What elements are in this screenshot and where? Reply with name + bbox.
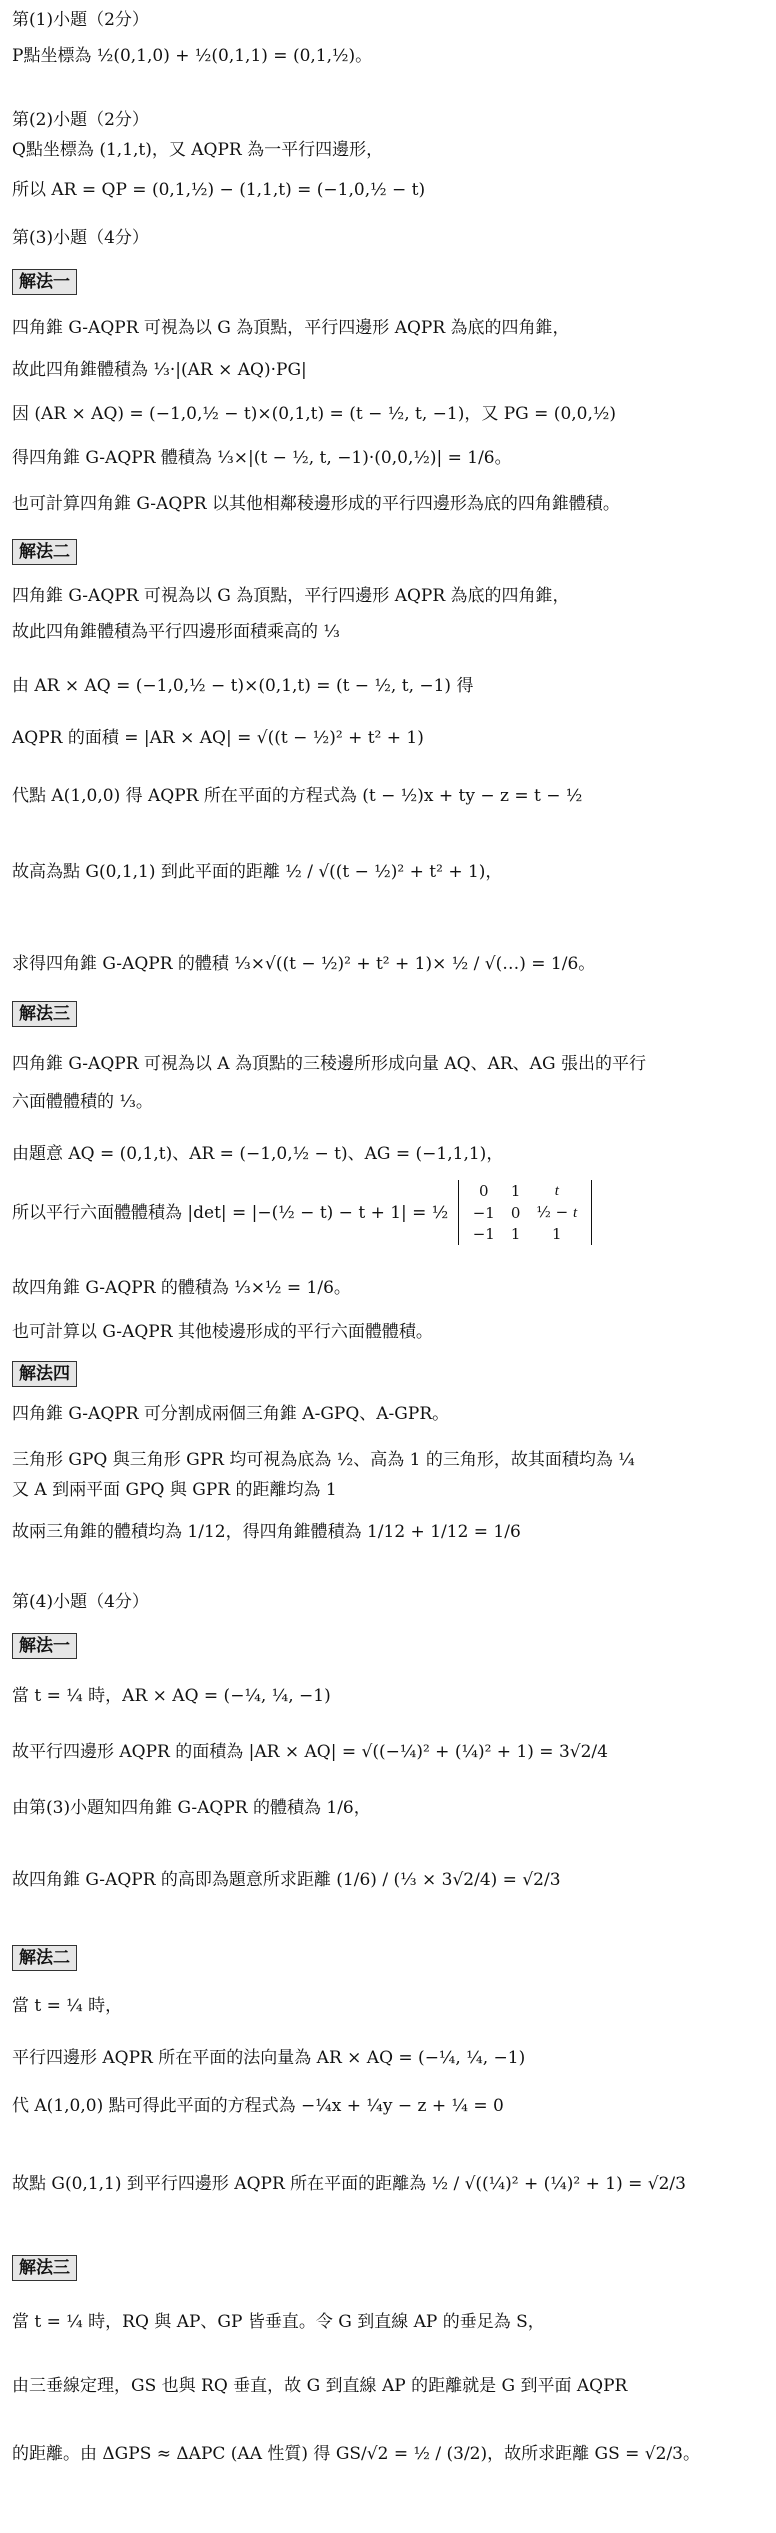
part3-method1-tag: 解法一 bbox=[12, 269, 77, 295]
part3-method3-line2: 六面體體積的 ⅓。 bbox=[12, 1092, 153, 1112]
part3-method4-line2: 三角形 GPQ 與三角形 GPR 均可視為底為 ½、高為 1 的三角形，故其面積均為 ¼ bbox=[12, 1450, 635, 1470]
part3-method1-line4: 得四角錐 G-AQPR 體積為 ⅓×|(t − ½, t, −1)·(0,0,½)| = 1/6。 bbox=[12, 448, 512, 468]
part3-method2-line2: 故此四角錐體積為平行四邊形面積乘高的 ⅓ bbox=[12, 622, 340, 642]
part3-method2-line1: 四角錐 G-AQPR 可視為以 G 為頂點，平行四邊形 AQPR 為底的四角錐， bbox=[12, 586, 570, 606]
part3-method4-tag: 解法四 bbox=[12, 1361, 77, 1387]
part4-method3-line1: 當 t = ¼ 時，RQ 與 AP、GP 皆垂直。令 G 到直線 AP 的垂足為 S， bbox=[12, 2312, 545, 2332]
part4-method3-tag: 解法三 bbox=[12, 2255, 77, 2281]
part3-method3-tag: 解法三 bbox=[12, 1001, 77, 1027]
part3-method4-line1: 四角錐 G-AQPR 可分割成兩個三角錐 A-GPQ、A-GPR。 bbox=[12, 1404, 450, 1424]
part1-header: 第(1)小題（2分） bbox=[12, 10, 149, 30]
part3-method4-line3: 又 A 到兩平面 GPQ 與 GPR 的距離均為 1 bbox=[12, 1480, 337, 1500]
part3-method2-line7: 求得四角錐 G-AQPR 的體積 ⅓×√((t − ½)² + t² + 1)× ½ / √(…) = 1/6。 bbox=[12, 954, 596, 974]
part2-line2: 所以 AR = QP = (0,1,½) − (1,1,t) = (−1,0,½ − t) bbox=[12, 180, 426, 200]
part4-method2-line2: 平行四邊形 AQPR 所在平面的法向量為 AR × AQ = (−¼, ¼, −1) bbox=[12, 2048, 526, 2068]
part4-method1-line4: 故四角錐 G-AQPR 的高即為題意所求距離 (1/6) / (⅓ × 3√2/4) = √2/3 bbox=[12, 1870, 561, 1890]
part3-method3-line3: 由題意 AQ = (0,1,t)、AR = (−1,0,½ − t)、AG = (−1,1,1)， bbox=[12, 1144, 504, 1164]
part3-method2-line4: AQPR 的面積 = |AR × AQ| = √((t − ½)² + t² + 1) bbox=[12, 728, 424, 748]
determinant-matrix: 0 1 t −1 0 ½ − t −1 1 1 bbox=[458, 1180, 593, 1245]
part4-header: 第(4)小題（4分） bbox=[12, 1592, 149, 1612]
part3-method2-line5: 代點 A(1,0,0) 得 AQPR 所在平面的方程式為 (t − ½)x + ty − z = t − ½ bbox=[12, 786, 583, 806]
part3-method1-line2: 故此四角錐體積為 ⅓·|(AR × AQ)·PG| bbox=[12, 360, 307, 380]
part4-method1-line3: 由第(3)小題知四角錐 G-AQPR 的體積為 1/6， bbox=[12, 1798, 371, 1818]
part4-method2-tag: 解法二 bbox=[12, 1945, 77, 1971]
part1-line1: P點坐標為 ½(0,1,0) + ½(0,1,1) = (0,1,½)。 bbox=[12, 46, 373, 66]
part3-method3-line5: 故四角錐 G-AQPR 的體積為 ⅓×½ = 1/6。 bbox=[12, 1278, 351, 1298]
part4-method3-line3: 的距離。由 ΔGPS ≈ ΔAPC (AA 性質) 得 GS/√2 = ½ / (3/2)，故所求距離 GS = √2/3。 bbox=[12, 2444, 700, 2464]
part3-header: 第(3)小題（4分） bbox=[12, 228, 149, 248]
part4-method3-line2: 由三垂線定理，GS 也與 RQ 垂直，故 G 到直線 AP 的距離就是 G 到平面 AQPR bbox=[12, 2376, 628, 2396]
part2-header: 第(2)小題（2分） bbox=[12, 110, 149, 130]
part4-method1-line2: 故平行四邊形 AQPR 的面積為 |AR × AQ| = √((−¼)² + (¼)² + 1) = 3√2/4 bbox=[12, 1742, 608, 1762]
part3-method3-det-block bbox=[12, 1180, 596, 1245]
part3-method2-line6: 故高為點 G(0,1,1) 到此平面的距離 ½ / √((t − ½)² + t² + 1)， bbox=[12, 862, 503, 882]
part4-method1-tag: 解法一 bbox=[12, 1633, 77, 1659]
part3-method3-line6: 也可計算以 G-AQPR 其他棱邊形成的平行六面體體積。 bbox=[12, 1322, 433, 1342]
part3-method4-line4: 故兩三角錐的體積均為 1/12，得四角錐體積為 1/12 + 1/12 = 1/6 bbox=[12, 1522, 521, 1542]
part4-method2-line1: 當 t = ¼ 時， bbox=[12, 1996, 123, 2016]
part3-method2-line3: 由 AR × AQ = (−1,0,½ − t)×(0,1,t) = (t − ½, t, −1) 得 bbox=[12, 676, 474, 696]
part4-method2-line4: 故點 G(0,1,1) 到平行四邊形 AQPR 所在平面的距離為 ½ / √((¼)² + (¼)² + 1) = √2/3 bbox=[12, 2174, 686, 2194]
part4-method1-line1: 當 t = ¼ 時，AR × AQ = (−¼, ¼, −1) bbox=[12, 1686, 331, 1706]
part3-method1-line3: 因 (AR × AQ) = (−1,0,½ − t)×(0,1,t) = (t − ½, t, −1)，又 PG = (0,0,½) bbox=[12, 404, 616, 424]
part3-method3-line4: 所以平行六面體體積為 |det| = |−(½ − t) − t + 1| = ½ bbox=[12, 1202, 449, 1223]
part2-line1: Q點坐標為 (1,1,t)，又 AQPR 為一平行四邊形， bbox=[12, 140, 384, 160]
part3-method2-tag: 解法二 bbox=[12, 539, 77, 565]
part3-method1-line5: 也可計算四角錐 G-AQPR 以其他相鄰稜邊形成的平行四邊形為底的四角錐體積。 bbox=[12, 494, 620, 514]
part4-method2-line3: 代 A(1,0,0) 點可得此平面的方程式為 −¼x + ¼y − z + ¼ = 0 bbox=[12, 2096, 504, 2116]
part3-method3-line1: 四角錐 G-AQPR 可視為以 A 為頂點的三稜邊所形成向量 AQ、AR、AG 張出的平行 bbox=[12, 1054, 646, 1074]
part3-method1-line1: 四角錐 G-AQPR 可視為以 G 為頂點，平行四邊形 AQPR 為底的四角錐， bbox=[12, 318, 570, 338]
